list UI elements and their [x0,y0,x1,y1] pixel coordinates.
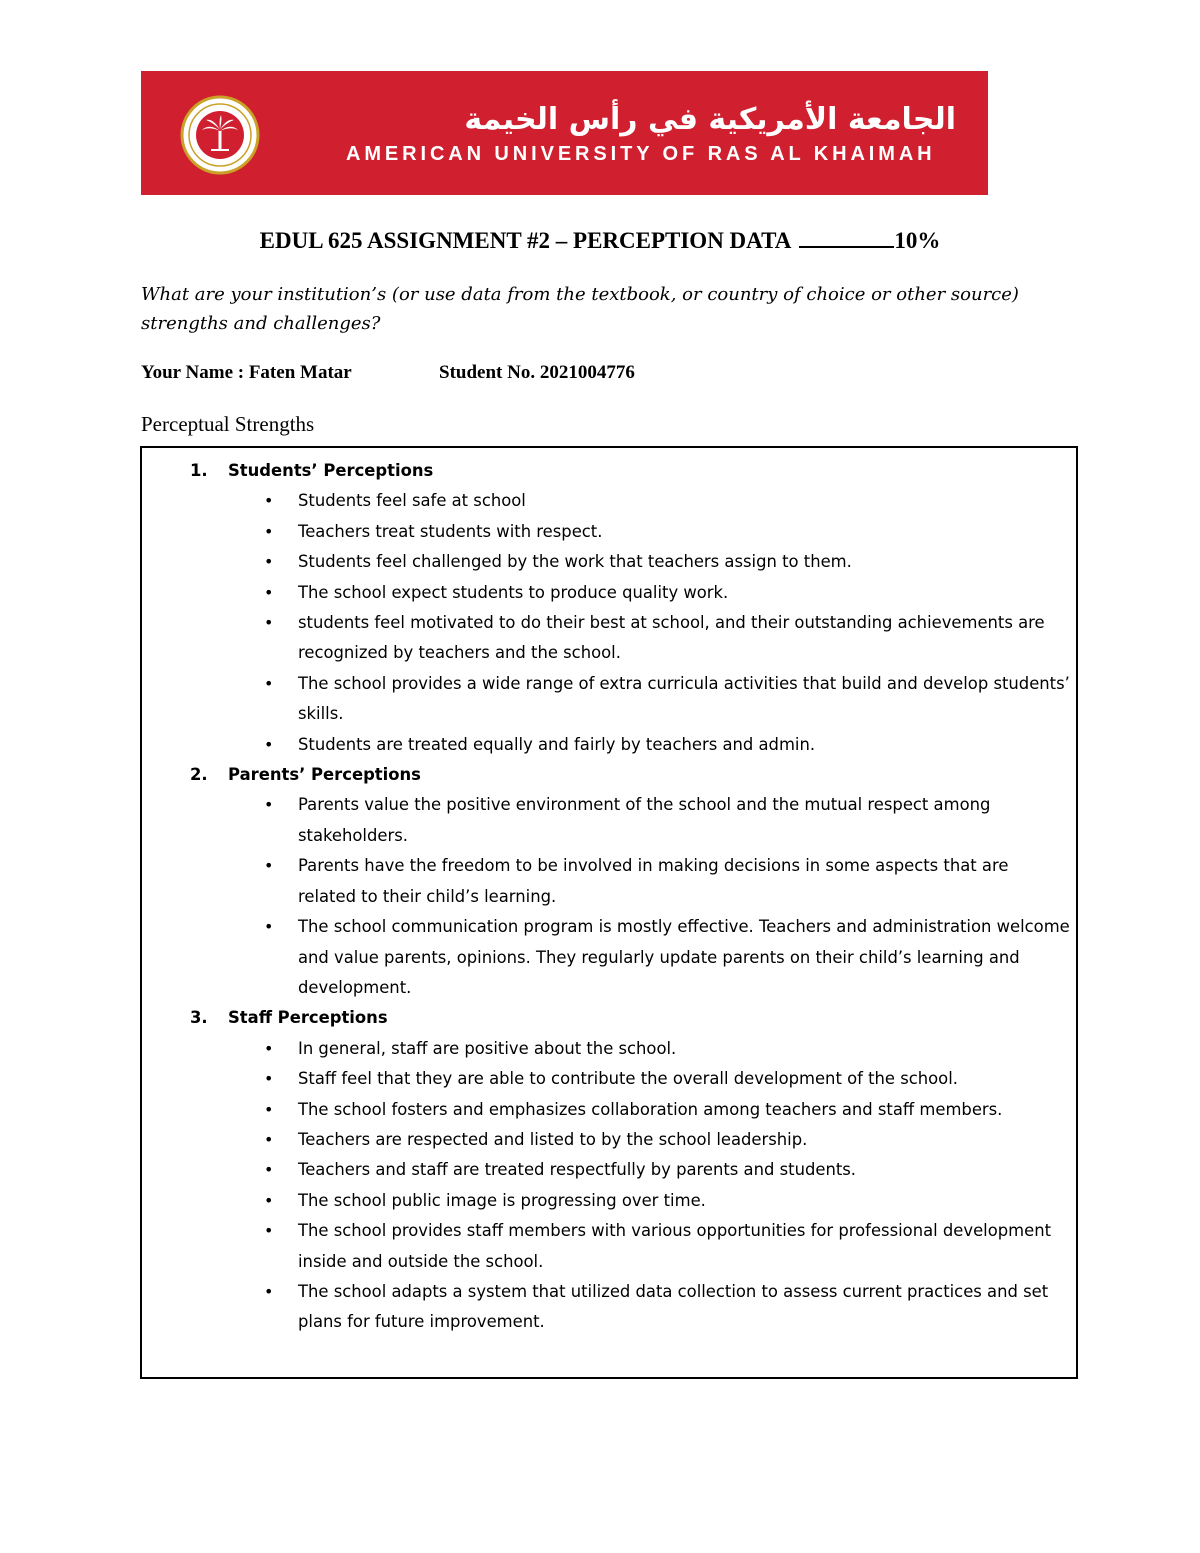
group-number: 1. [190,461,208,480]
perception-group-students [190,456,1070,760]
bullet-icon: • [264,1281,274,1301]
list-item: • students feel motivated to do their best at school, and their outstanding achievements are recognized by teachers and the school. [298,608,1070,669]
bullet-icon: • [264,1160,274,1180]
bullet-icon: • [264,917,274,937]
list-item: • Students are treated equally and fairly by teachers and admin. [298,730,1070,760]
assignment-weight: 10% [894,228,941,253]
list-item: • The school public image is progressing over time. [298,1186,1070,1216]
list-item: • Students feel safe at school [298,486,1070,516]
perception-groups [190,456,1070,1338]
bullet-icon: • [264,613,274,633]
university-seal-logo [180,95,260,175]
bullet-icon: • [264,552,274,572]
list-item: • The school adapts a system that utilized data collection to assess current practices and set plans for future improvement. [298,1277,1070,1338]
group-heading [190,1003,1070,1033]
perception-group-parents [190,760,1070,1003]
list-item: • The school fosters and emphasizes collaboration among teachers and staff members. [298,1095,1070,1125]
bullet-list [190,1034,1070,1338]
bullet-icon: • [264,1190,274,1210]
bullet-icon: • [264,1038,274,1058]
group-title: Students’ Perceptions [228,461,434,480]
list-item: • The school provides a wide range of extra curricula activities that build and develop students’ skills. [298,669,1070,730]
grade-blank [799,226,894,248]
list-item: • The school provides staff members with various opportunities for professional development inside and outside the school. [298,1216,1070,1277]
bullet-icon: • [264,673,274,693]
bullet-icon: • [264,856,274,876]
bullet-icon: • [264,1069,274,1089]
student-name: Your Name : Faten Matar [141,362,352,383]
list-item: • The school communication program is mostly effective. Teachers and administration welcome and value parents, opinions. They regularly update parents on their child’s learning and development. [298,912,1070,1003]
assignment-title [0,226,1200,256]
list-item: • The school expect students to produce quality work. [298,578,1070,608]
strengths-box [140,446,1078,1379]
student-info [141,360,635,386]
university-banner [141,71,988,195]
bullet-icon: • [264,491,274,511]
group-heading [190,456,1070,486]
bullet-list [190,486,1070,760]
bullet-icon: • [264,582,274,602]
list-item: • Parents value the positive environment of the school and the mutual respect among stakeholders. [298,790,1070,851]
student-number: Student No. 2021004776 [439,362,635,383]
assignment-title-text: EDUL 625 ASSIGNMENT #2 – PERCEPTION DATA [259,228,792,253]
group-heading [190,760,1070,790]
list-item: • Students feel challenged by the work that teachers assign to them. [298,547,1070,577]
group-number: 3. [190,1008,208,1028]
bullet-icon: • [264,795,274,815]
list-item: • Teachers treat students with respect. [298,517,1070,547]
group-number: 2. [190,765,208,785]
assignment-prompt: What are your institution’s (or use data from the textbook, or country of choice or other source) strengths and challenges? [141,284,1019,334]
perception-group-staff [190,1003,1070,1337]
university-name-english: AMERICAN UNIVERSITY OF RAS AL KHAIMAH [346,143,936,165]
group-title: Staff Perceptions [228,1008,388,1028]
list-item: • Parents have the freedom to be involved in making decisions in some aspects that are related to their child’s learning. [298,851,1070,912]
bullet-icon: • [264,1099,274,1119]
list-item: • Teachers and staff are treated respectfully by parents and students. [298,1155,1070,1185]
bullet-list [190,790,1070,1003]
bullet-icon: • [264,1129,274,1149]
bullet-icon: • [264,734,274,754]
university-name-arabic: الجامعة الأمريكية في رأس الخيمة [464,102,956,137]
list-item: • Staff feel that they are able to contribute the overall development of the school. [298,1064,1070,1094]
section-heading: Perceptual Strengths [141,412,315,436]
list-item: • In general, staff are positive about the school. [298,1034,1070,1064]
group-title: Parents’ Perceptions [228,765,421,785]
bullet-icon: • [264,1221,274,1241]
list-item: • Teachers are respected and listed to by the school leadership. [298,1125,1070,1155]
bullet-icon: • [264,521,274,541]
